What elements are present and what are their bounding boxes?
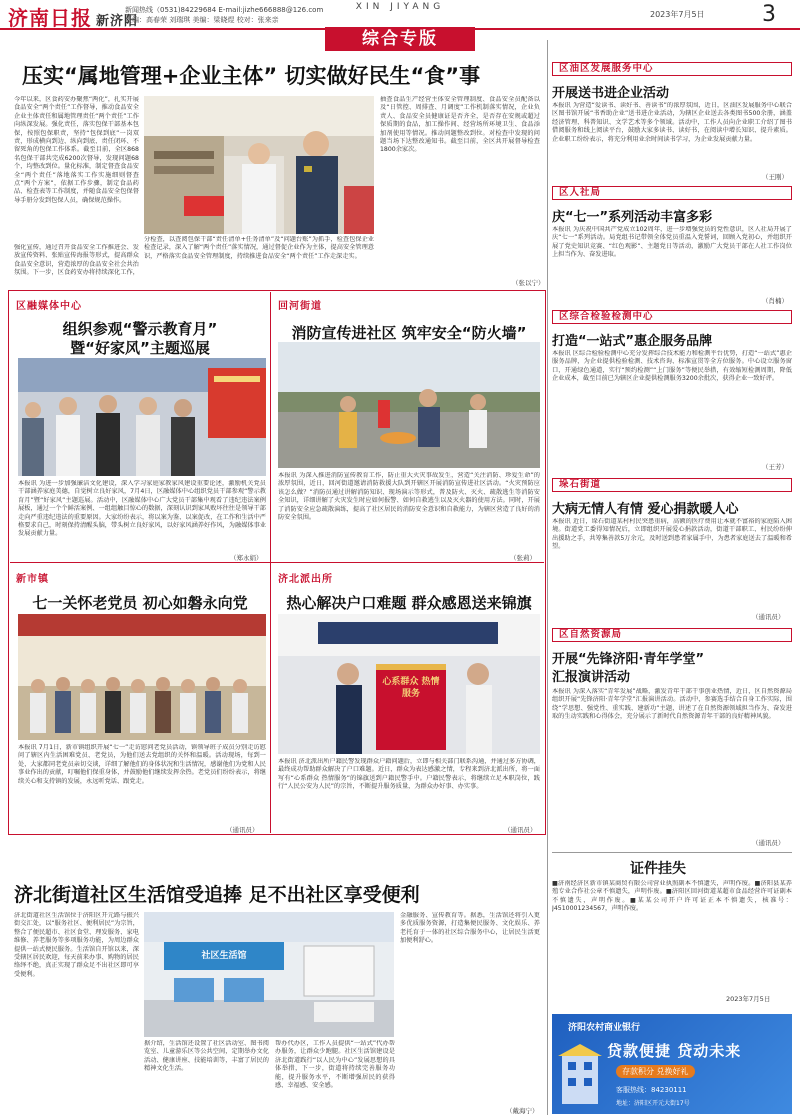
ad-subtitle: 存款积分 兑换好礼 [616,1065,695,1078]
lead-body-col3: 抽查食品生产经营主体安全管理制度、食品安全员配备以及“日管控、周排查、月调度”工作机制落实情况，企业负责人、食品安全员健康证是否齐全，是否存在安规或超过保质期的食品，加工操作间、经营场所环境卫生、食品添加剂使用等情况。推动问题整改到位。对检查中发现的问题当场下达整改通知书。截至目前，全区共开展督导检查1800余家次。 [380,96,540,154]
media-photo-image [18,358,266,476]
duoshi-signoff: （通讯员） [752,613,785,621]
inspection-center-tag-bar [552,310,792,324]
inspection-center-body: 本报讯 区综合检验检测中心充分发挥综合技术能力和检测平台优势，打造“一站式”惠企服务品牌，为企业提供检验检测、技术咨询、标准宣贯等全方位服务。中心设立服务窗口，开通绿色通道，实行“预约检测”“上门服务”等便民举措，有效缩短检测周期，降低企业成本，截至目前已为辖区企业提供检测服务3200余批次，获得企业一致好评。 [552,350,792,383]
notice-title: 证件挂失 [630,861,686,877]
masthead-pinyin: XIN JIYANG [355,2,445,12]
inspection-center-signoff: （王芳） [762,463,788,471]
oil-area-body: 本报讯 为营造“爱读书、读好书、善读书”的浓厚氛围，近日，区油区发展服务中心联合区图书馆开展“书香助企业”送书进企业活动，为辖区企业送去各类图书500余册，涵盖经济管理、科普知识、文学艺术等多个领域。活动中，工作人员向企业职工介绍了图书借阅服务和线上阅读平台，鼓励大家多读书、读好书，在阅读中增长知识、提升素质。企业职工纷纷表示，将充分利用业余时间读书学习，为企业发展贡献力量。 [552,102,792,143]
masthead-center [330,2,470,12]
lead-body-col1: 今年以来，区食药安办聚焦“两化”，扎实开展食品安全“两个责任”工作督导，推动食品安全企业主体责任和属地管理责任“两个责任”工作向纵深发展。强化责任，落实包保干部基本包保，按照包保职责，坚持“包保到底”一岗双责，形成横向到边、纵向到底、责任闭环、不留死角的包保工作体系。截至目前，全区868名包保干部共完成6200次督导，发现问题68个，均整改到位。量化标准，制定督查食品安全“两个责任”落地落实工作实施细则督查点“两个方案”，依据工作步骤，制定食品药品、检查表等工作制度，并随食品安全包保督导手册分发到包保人员，确保规范操作。 [14,96,139,204]
media-body: 本报讯 为进一步加强廉洁文化建设，深入学习家庭家教家风建设重要论述，激励机关党员干部涵养家庭美德，自觉树立良好家风，7月4日，区融媒体中心组织党员干部参观“警示教育月”暨“好家风”主题巡展。活动中，区融媒体中心广大党员干部集中观看了违纪违法案例展板，通过一个个鲜活案例、一组组触目惊心的数据，深刻认识到家风败坏往往是领导干部走向严重违纪违法的重要原因。大家纷纷表示，将以案为鉴、以案促改，在工作和生活中严格要求自己，时刻保持清醒头脑，带头树立良好家风，以好家风涵养好作风，为融媒体事业发展贡献力量。 [18,480,266,538]
jibei-police-photo [278,614,540,754]
jibei-police-signoff: （通讯员） [504,826,537,834]
ad-slogan: 贷款便捷 贷动未来 [607,1042,742,1060]
news-hotline: 新闻热线（0531)84229684 E-mail:jizhe666888@126.com [125,6,324,14]
bottom-headline: 济北街道社区生活馆受追捧 足不出社区享受便利 [14,884,420,906]
ad-address: 地址：济阳区开元大街17号 [616,1100,690,1107]
hall-sign-text: 社区生活馆 [201,951,247,961]
bank-advertisement[interactable] [552,1014,792,1114]
media-title-line1: 组织参观“警示教育月” [62,320,218,338]
notice-body: ■济南经济区新市镇某商贸有限公司营业执照副本不慎遗失，声明作废。■济阳县某养殖专业合作社公章不慎遗失，声明作废。■济阳区回河街道某超市食品经营许可证副本不慎遗失，声明作废。■某某公司开户许可证正本不慎遗失，核准号：J4510001234567，声明作废。 [552,880,792,913]
natural-resources-body: 本报讯 为深入落实“青年发展”战略，激发青年干部干事创业热情，近日，区自然资源局组织开展“先锋济阳·青年学堂”汇报演讲活动。活动中，参赛选手结合自身工作实际，围绕“学思想、强党性、重实践、建新功”主题，讲述了在自然资源领域担当作为、奋发进取的生动实践和心得体会，充分展示了新时代自然资源青年干部的良好精神风貌。 [552,688,792,721]
masthead-meta [125,5,323,25]
lead-headline: 压实“属地管理+企业主体” 切实做好民生“食”事 [22,64,481,88]
bottom-body-col1: 济北街道社区生活馆位于济阳区开元路与振兴街交汇处，以“服务社区、便利居民”为宗旨，整合了便民超市、社区食堂、理发服务、家电维修、养老服务等多项服务功能，为周边群众提供一站式便民服务。生活馆自开馆以来，深受辖区居民欢迎，每天前来办事、购物的居民络绎不绝，真正实现了群众足不出社区即可享受便利。 [14,912,139,978]
oil-area-tag: 区油区发展服务中心 [559,63,654,74]
hr-bureau-body: 本报讯 为庆祝中国共产党成立102周年，进一步增强党员的党性意识，区人社局开展了庆“七一”系列活动。局党组书记带领全体党员重温入党誓词，回顾入党初心，并组织开展了党史知识竞赛、“红色观影”、主题党日等活动，激励广大党员干部在人社工作岗位上担当作为、奋发进取。 [552,226,792,259]
oil-area-title: 开展送书进企业活动 [552,86,670,101]
banner-wrap [325,25,475,51]
hr-bureau-tag: 区人社局 [559,187,602,198]
duoshi-tag-bar [552,478,792,492]
page-number: 3 [762,2,776,27]
banner-text: 心系群众 热情服务 [382,677,440,699]
oil-area-tag-bar [552,62,792,76]
media-signoff: （郑永娟） [230,554,263,562]
edition-name: 新济阳 [96,14,139,29]
hr-bureau-tag-bar [552,186,792,200]
editors-line: 责编：高春荣 刘瑞琪 美编：梁晓煜 校对：张来亲 [125,16,279,24]
natural-resources-title-line1: 开展“先锋济阳·青年学堂” [552,652,705,667]
lead-signoff: （张以宁） [512,279,545,287]
huihe-signoff: （张莉） [510,554,536,562]
huihe-body: 本报讯 为深入推进消防宣传教育工作，防止重大火灾事故发生，营造“关注消防、珍爱生命”的浓厚氛围，近日，回河街道邀请消防救援大队到开辖区开展消防宣传进社区活动。“火灾预防应该怎么做？”消防员通过讲解消防知识、现场演示等形式，普及防火、灭火、疏散逃生等消防安全知识，详细讲解了火灾发生时应如何报警、如何自救逃生以及灭火器的使用方法。同时，开展了消防安全应急疏散演练，提高了社区居民的消防安全意识和自救能力，为辖区营造了良好的消防安全氛围。 [278,472,540,522]
huihe-photo-image [278,342,540,468]
inspection-center-tag: 区综合检验检测中心 [559,311,654,322]
huihe-title: 消防宣传进社区 筑牢安全“防火墙” [291,324,527,342]
duoshi-title: 大病无情人有情 爱心捐款暖人心 [552,502,739,517]
jibei-police-tag: 济北派出所 [278,574,333,585]
xinshi-photo [18,614,266,740]
hr-bureau-title: 庆“七一”系列活动丰富多彩 [552,210,713,225]
xinshi-body: 本报讯 7月1日，新市镇组织开展“七一”走访慰问老党员活动，镇领导班子成员分别走访慰问了辖区内生活困难党员、老党员，为他们送去党组织的关怀和温暖。活动现场，每到一处，大家都同老党员亲切交谈，详细了解他们的身体状况和生活情况，感谢他们为党和人民事业作出的贡献，叮嘱他们保重身体，并鼓励他们继续发挥余热。老党员们纷纷表示，将继续关心和支持镇的发展，永远听党话、跟党走。 [18,744,266,785]
grid-horizontal-divider [10,562,544,563]
bottom-body-col2: 据介绍，生活馆还设置了社区活动室、图书阅览室、儿童游乐区等公共空间，定期举办文化活动、健康讲座、技能培训等，丰富了居民的精神文化生活。 [144,1040,269,1073]
xinshi-tag: 新市镇 [16,574,49,585]
media-photo [18,358,266,476]
bank-name: 济阳农村商业银行 [568,1023,641,1033]
bottom-body-col3: 帮办代办区，工作人员提供“一站式”代办帮办服务，让群众少跑腿。社区生活馆建设是济北街道践行“以人民为中心”发展思想的具体举措，下一步，街道将持续完善服务功能，提升服务水平，不断增强居民的获得感、幸福感、安全感。 [275,1040,395,1090]
inspection-center-title: 打造“一站式”惠企服务品牌 [552,334,713,349]
natural-resources-title-line2: 汇报演讲活动 [552,670,631,685]
xinshi-signoff: （通讯员） [226,826,259,834]
xinshi-photo-image [18,614,266,740]
right-column-divider [547,40,548,1115]
page-banner: 综合专版 [325,27,475,51]
natural-resources-tag-bar [552,628,792,642]
lead-photo [144,96,374,234]
lead-body-col2: 分检查，以查阅包保干部“责任清单+任务清单”及“问题台账”为抓手，检查包保企业检查记录，深入了解“两个责任”落实情况，通过督促企业作为主体，提高安全管理意识，严格落实食品安全管理制度，持续推进食品安全“两个责任”工作走深走实。 [144,236,374,260]
lead-photo-image [144,96,374,234]
newspaper-logo: 济南日报 新济阳 [8,6,139,30]
bottom-photo [144,912,394,1037]
duoshi-tag: 垛石街道 [559,479,602,490]
natural-resources-tag: 区自然资源局 [559,629,623,640]
jibei-police-title: 热心解决户口难题 群众感恩送来锦旗 [286,594,532,612]
notice-divider [552,852,792,853]
jibei-police-body: 本报讯 济北派出所户籍民警发现群众户籍问题后，立即与相关部门联系沟通，并通过多方协调，最终成功帮助群众解决了户口难题。近日，群众为表达感激之情，专程来到济北派出所，将一面写有“心系群众 热情服务”的锦旗送到户籍民警手中。户籍民警表示，将继续立足本职岗位，践行“人民公安为人民”的宗旨，不断提升服务质量，为群众办好事、办实事。 [278,758,540,791]
oil-area-signoff: （王刚） [762,173,788,181]
lead-body-col1b: 强化宣传，通过召开食品安全工作推进会、发放宣传资料、张贴宣传海报等形式，提高群众食品安全意识，营造浓厚的食品安全社会共治氛围。下一步，区食药安办将持续深化工作， [14,244,139,276]
huihe-tag: 回河街道 [278,301,322,312]
natural-resources-signoff: （通讯员） [752,839,785,847]
media-center-tag: 区融媒体中心 [16,301,82,312]
bottom-body-col4: 金融服务、宣传教育等。据悉，生活馆还将引入更多优质服务资源，打造集便民服务、文化娱乐、养老托育于一体的社区综合服务中心，让居民生活更加便利舒心。 [400,912,540,945]
media-title-line2: 暨“好家风”主题巡展 [70,339,210,357]
xinshi-title: 七一关怀老党员 初心如磐永向党 [32,594,248,612]
ad-phone: 客服热线：84230111 [616,1086,687,1094]
bottom-photo-image [144,912,394,1037]
bottom-signoff: （戴海宁） [506,1107,539,1115]
huihe-photo [278,342,540,468]
ad-building-icon [558,1044,602,1104]
issue-date: 2023年7月5日 [650,10,705,19]
notice-date: 2023年7月5日 [726,995,771,1003]
hr-bureau-signoff: （肖楠） [762,297,788,305]
duoshi-body: 本报讯 近日，垛石街道某村村民突患重病，高额的医疗费用让本就不富裕的家庭陷入困境。街道党工委得知情况后，立即组织开展爱心捐款活动，街道干部职工、村民纷纷伸出援助之手，共筹集善款5万余元，及时送到患者家属手中，为患者家庭送去了温暖和希望。 [552,518,792,551]
